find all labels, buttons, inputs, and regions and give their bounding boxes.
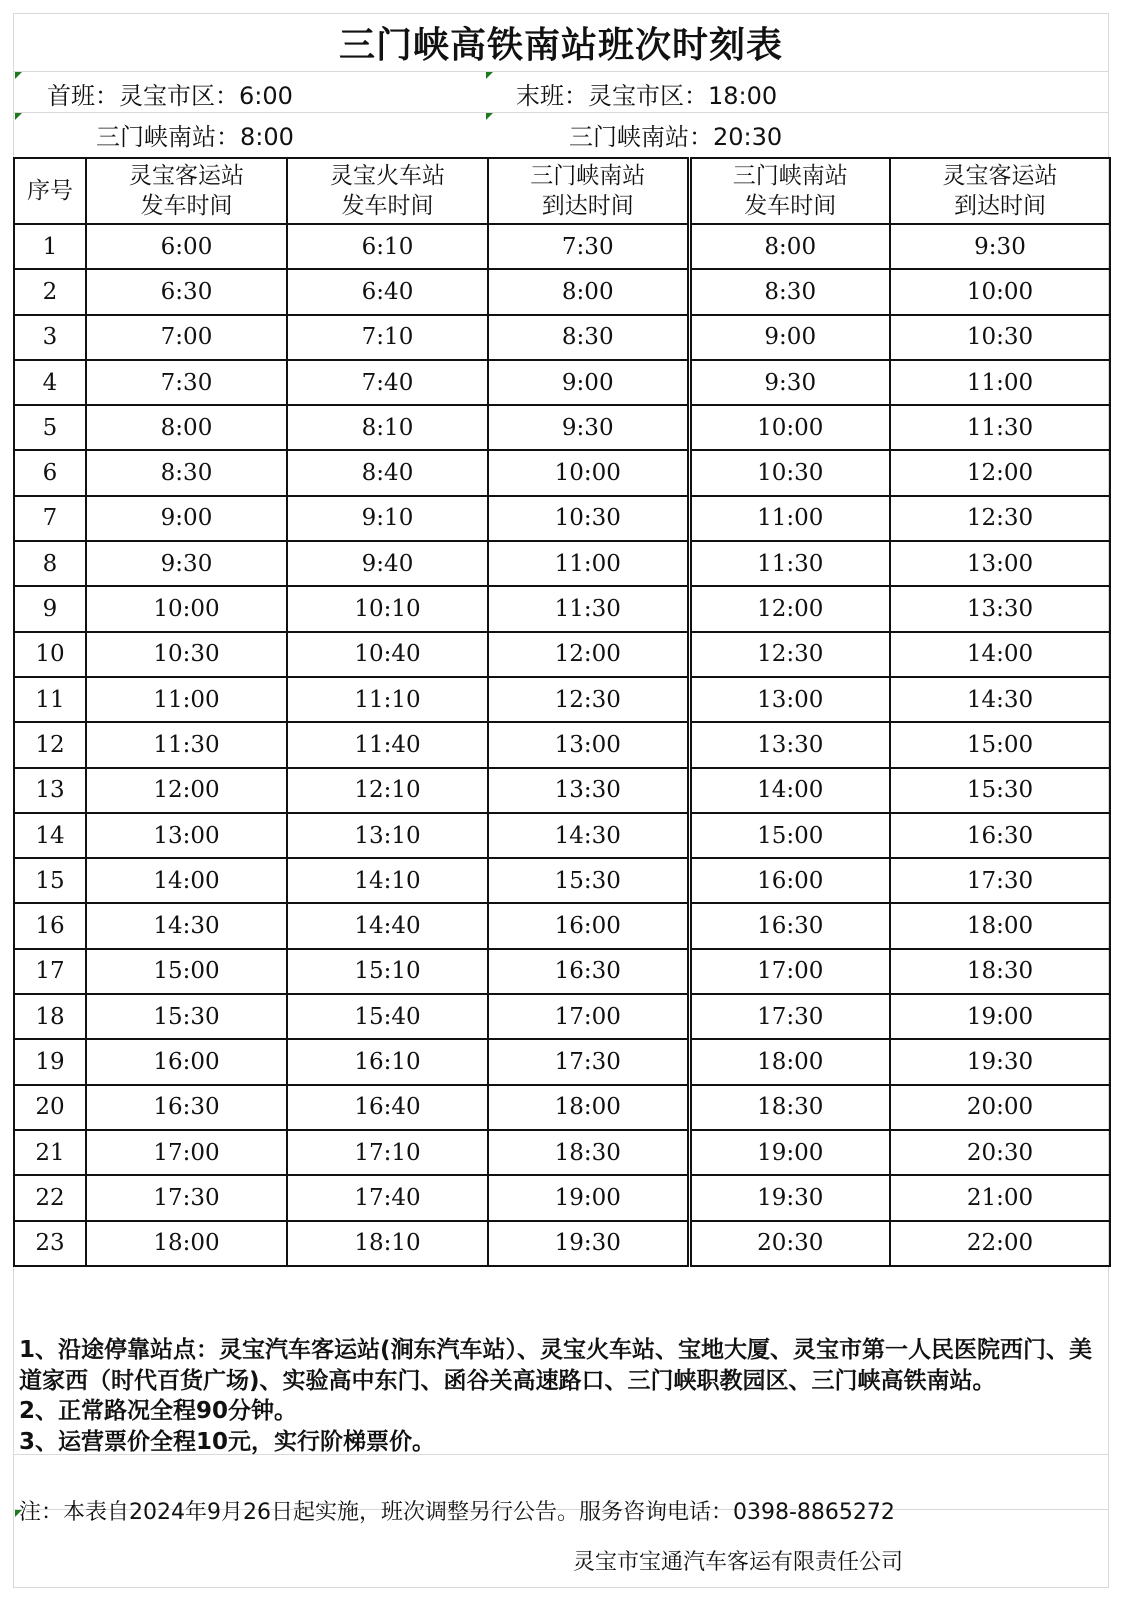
cell-marker-icon — [15, 113, 22, 120]
cell-index: 23 — [14, 1221, 86, 1266]
column-header-south-depart: 三门峡南站 发车时间 — [689, 158, 890, 224]
cell-south-depart: 15:00 — [689, 813, 890, 858]
cell-lingbao-arrive: 14:00 — [890, 632, 1110, 677]
cell-south-depart: 10:00 — [689, 405, 890, 450]
cell-lingbao-arrive: 16:30 — [890, 813, 1110, 858]
cell-south-arrive: 17:00 — [488, 994, 689, 1039]
cell-lingbao-arrive: 15:00 — [890, 722, 1110, 767]
cell-index: 13 — [14, 768, 86, 813]
cell-lingbao-depart: 16:00 — [86, 1039, 287, 1084]
cell-lingbao-depart: 18:00 — [86, 1221, 287, 1266]
cell-south-depart: 16:00 — [689, 858, 890, 903]
schedule-table — [13, 157, 1111, 1267]
cell-train-station-depart: 14:40 — [287, 903, 488, 948]
cell-train-station-depart: 8:10 — [287, 405, 488, 450]
gridline — [13, 1587, 1109, 1588]
cell-lingbao-arrive: 22:00 — [890, 1221, 1110, 1266]
cell-lingbao-depart: 13:00 — [86, 813, 287, 858]
table-header-row — [14, 158, 1110, 224]
cell-index: 9 — [14, 586, 86, 631]
page-title: 三门峡高铁南站班次时刻表 — [338, 24, 783, 66]
cell-lingbao-arrive: 11:30 — [890, 405, 1110, 450]
cell-lingbao-arrive: 18:30 — [890, 949, 1110, 994]
cell-lingbao-arrive: 12:00 — [890, 450, 1110, 495]
cell-south-arrive: 18:30 — [488, 1130, 689, 1175]
cell-lingbao-depart: 11:30 — [86, 722, 287, 767]
cell-marker-icon — [15, 72, 22, 79]
table-row — [14, 1130, 1110, 1175]
cell-south-depart: 10:30 — [689, 450, 890, 495]
cell-south-depart: 18:00 — [689, 1039, 890, 1084]
cell-south-arrive: 17:30 — [488, 1039, 689, 1084]
table-row — [14, 903, 1110, 948]
cell-south-arrive: 10:30 — [488, 496, 689, 541]
cell-train-station-depart: 12:10 — [287, 768, 488, 813]
gridline — [13, 71, 1109, 72]
cell-index: 18 — [14, 994, 86, 1039]
cell-south-depart: 9:00 — [689, 315, 890, 360]
cell-train-station-depart: 16:40 — [287, 1085, 488, 1130]
cell-lingbao-arrive: 15:30 — [890, 768, 1110, 813]
cell-lingbao-depart: 10:30 — [86, 632, 287, 677]
cell-south-depart: 11:30 — [689, 541, 890, 586]
table-row — [14, 632, 1110, 677]
cell-south-depart: 14:00 — [689, 768, 890, 813]
cell-south-arrive: 13:00 — [488, 722, 689, 767]
cell-lingbao-arrive: 10:00 — [890, 269, 1110, 314]
cell-south-arrive: 12:30 — [488, 677, 689, 722]
cell-south-arrive: 16:00 — [488, 903, 689, 948]
cell-train-station-depart: 7:10 — [287, 315, 488, 360]
table-row — [14, 1085, 1110, 1130]
schedule-body — [14, 224, 1110, 1266]
cell-south-arrive: 19:00 — [488, 1175, 689, 1220]
cell-south-arrive: 19:30 — [488, 1221, 689, 1266]
cell-index: 21 — [14, 1130, 86, 1175]
cell-index: 14 — [14, 813, 86, 858]
cell-train-station-depart: 14:10 — [287, 858, 488, 903]
cell-index: 4 — [14, 360, 86, 405]
cell-train-station-depart: 15:40 — [287, 994, 488, 1039]
cell-lingbao-arrive: 21:00 — [890, 1175, 1110, 1220]
cell-south-arrive: 13:30 — [488, 768, 689, 813]
cell-lingbao-arrive: 20:00 — [890, 1085, 1110, 1130]
cell-lingbao-depart: 9:30 — [86, 541, 287, 586]
cell-train-station-depart: 9:40 — [287, 541, 488, 586]
table-row — [14, 586, 1110, 631]
cell-south-depart: 18:30 — [689, 1085, 890, 1130]
cell-train-station-depart: 11:40 — [287, 722, 488, 767]
table-row — [14, 813, 1110, 858]
cell-south-arrive: 9:00 — [488, 360, 689, 405]
cell-south-depart: 19:30 — [689, 1175, 890, 1220]
table-row — [14, 1221, 1110, 1266]
cell-lingbao-depart: 11:00 — [86, 677, 287, 722]
cell-south-depart: 12:30 — [689, 632, 890, 677]
note-duration: 2、正常路况全程90分钟。 — [19, 1398, 298, 1424]
cell-lingbao-depart: 16:30 — [86, 1085, 287, 1130]
table-row — [14, 677, 1110, 722]
note-stops: 1、沿途停靠站点：灵宝汽车客运站(涧东汽车站）、灵宝火车站、宝地大厦、灵宝市第一人民医院西门、美道家西（时代百货广场)、实验高中东门、函谷关高速路口、三门峡职教园区、三门峡高铁南站。 — [19, 1337, 1093, 1394]
cell-lingbao-arrive: 13:00 — [890, 541, 1110, 586]
table-row — [14, 315, 1110, 360]
table-row — [14, 722, 1110, 767]
cell-lingbao-depart: 8:30 — [86, 450, 287, 495]
table-row — [14, 994, 1110, 1039]
table-row — [14, 360, 1110, 405]
cell-south-arrive: 14:30 — [488, 813, 689, 858]
cell-index: 20 — [14, 1085, 86, 1130]
cell-lingbao-depart: 15:30 — [86, 994, 287, 1039]
cell-train-station-depart: 16:10 — [287, 1039, 488, 1084]
cell-south-depart: 9:30 — [689, 360, 890, 405]
table-row — [14, 1175, 1110, 1220]
timetable-sheet — [13, 13, 1109, 1588]
table-row — [14, 1039, 1110, 1084]
cell-south-depart: 8:00 — [689, 224, 890, 269]
cell-index: 10 — [14, 632, 86, 677]
cell-lingbao-arrive: 11:00 — [890, 360, 1110, 405]
cell-lingbao-depart: 6:30 — [86, 269, 287, 314]
cell-train-station-depart: 17:10 — [287, 1130, 488, 1175]
table-row — [14, 224, 1110, 269]
cell-train-station-depart: 10:40 — [287, 632, 488, 677]
effective-date-note: 注：本表自2024年9月26日起实施，班次调整另行公告。服务咨询电话：0398-8865272 — [19, 1499, 895, 1525]
first-bus-info: 首班：灵宝市区：6:00 — [47, 81, 293, 110]
cell-index: 3 — [14, 315, 86, 360]
cell-lingbao-arrive: 12:30 — [890, 496, 1110, 541]
cell-lingbao-arrive: 19:00 — [890, 994, 1110, 1039]
cell-lingbao-arrive: 10:30 — [890, 315, 1110, 360]
cell-train-station-depart: 11:10 — [287, 677, 488, 722]
cell-south-arrive: 8:00 — [488, 269, 689, 314]
table-row — [14, 768, 1110, 813]
cell-lingbao-arrive: 9:30 — [890, 224, 1110, 269]
cell-marker-icon — [486, 113, 493, 120]
cell-south-arrive: 9:30 — [488, 405, 689, 450]
cell-lingbao-depart: 15:00 — [86, 949, 287, 994]
cell-south-depart: 13:00 — [689, 677, 890, 722]
column-header-lingbao-arrive: 灵宝客运站 到达时间 — [890, 158, 1110, 224]
cell-south-arrive: 11:30 — [488, 586, 689, 631]
cell-index: 2 — [14, 269, 86, 314]
cell-south-arrive: 16:30 — [488, 949, 689, 994]
cell-south-depart: 12:00 — [689, 586, 890, 631]
last-bus-south-station: 三门峡南站：20:30 — [569, 122, 783, 151]
cell-train-station-depart: 18:10 — [287, 1221, 488, 1266]
cell-index: 6 — [14, 450, 86, 495]
cell-south-depart: 17:00 — [689, 949, 890, 994]
cell-train-station-depart: 9:10 — [287, 496, 488, 541]
cell-lingbao-depart: 8:00 — [86, 405, 287, 450]
cell-index: 11 — [14, 677, 86, 722]
cell-south-arrive: 11:00 — [488, 541, 689, 586]
cell-south-depart: 11:00 — [689, 496, 890, 541]
cell-lingbao-depart: 14:30 — [86, 903, 287, 948]
cell-south-depart: 13:30 — [689, 722, 890, 767]
cell-south-arrive: 8:30 — [488, 315, 689, 360]
table-row — [14, 496, 1110, 541]
table-row — [14, 450, 1110, 495]
cell-lingbao-depart: 17:30 — [86, 1175, 287, 1220]
cell-index: 22 — [14, 1175, 86, 1220]
cell-south-depart: 19:00 — [689, 1130, 890, 1175]
table-row — [14, 858, 1110, 903]
cell-train-station-depart: 7:40 — [287, 360, 488, 405]
cell-index: 15 — [14, 858, 86, 903]
table-row — [14, 949, 1110, 994]
column-header-lingbao-depart: 灵宝客运站 发车时间 — [86, 158, 287, 224]
cell-marker-icon — [486, 72, 493, 79]
cell-index: 8 — [14, 541, 86, 586]
cell-index: 12 — [14, 722, 86, 767]
cell-south-depart: 8:30 — [689, 269, 890, 314]
cell-lingbao-arrive: 18:00 — [890, 903, 1110, 948]
cell-south-arrive: 12:00 — [488, 632, 689, 677]
cell-south-arrive: 18:00 — [488, 1085, 689, 1130]
cell-south-depart: 16:30 — [689, 903, 890, 948]
notes-section — [19, 1335, 1103, 1457]
cell-south-depart: 20:30 — [689, 1221, 890, 1266]
column-header-index: 序号 — [14, 158, 86, 224]
cell-lingbao-depart: 7:30 — [86, 360, 287, 405]
cell-south-arrive: 15:30 — [488, 858, 689, 903]
cell-index: 7 — [14, 496, 86, 541]
first-bus-south-station: 三门峡南站：8:00 — [96, 122, 294, 151]
cell-index: 5 — [14, 405, 86, 450]
cell-train-station-depart: 8:40 — [287, 450, 488, 495]
cell-train-station-depart: 13:10 — [287, 813, 488, 858]
cell-lingbao-depart: 10:00 — [86, 586, 287, 631]
cell-index: 19 — [14, 1039, 86, 1084]
table-row — [14, 269, 1110, 314]
cell-train-station-depart: 6:10 — [287, 224, 488, 269]
cell-lingbao-depart: 12:00 — [86, 768, 287, 813]
company-name: 灵宝市宝通汽车客运有限责任公司 — [573, 1549, 904, 1575]
cell-train-station-depart: 6:40 — [287, 269, 488, 314]
cell-lingbao-arrive: 19:30 — [890, 1039, 1110, 1084]
column-header-train-station-depart: 灵宝火车站 发车时间 — [287, 158, 488, 224]
cell-lingbao-arrive: 20:30 — [890, 1130, 1110, 1175]
last-bus-info: 末班：灵宝市区：18:00 — [516, 81, 778, 110]
table-row — [14, 405, 1110, 450]
cell-lingbao-depart: 7:00 — [86, 315, 287, 360]
cell-train-station-depart: 17:40 — [287, 1175, 488, 1220]
cell-index: 17 — [14, 949, 86, 994]
table-row — [14, 541, 1110, 586]
cell-lingbao-depart: 9:00 — [86, 496, 287, 541]
cell-south-depart: 17:30 — [689, 994, 890, 1039]
cell-lingbao-arrive: 14:30 — [890, 677, 1110, 722]
cell-lingbao-arrive: 17:30 — [890, 858, 1110, 903]
cell-lingbao-depart: 6:00 — [86, 224, 287, 269]
cell-train-station-depart: 10:10 — [287, 586, 488, 631]
cell-south-arrive: 7:30 — [488, 224, 689, 269]
cell-lingbao-arrive: 13:30 — [890, 586, 1110, 631]
cell-train-station-depart: 15:10 — [287, 949, 488, 994]
cell-south-arrive: 10:00 — [488, 450, 689, 495]
note-fare: 3、运营票价全程10元，实行阶梯票价。 — [19, 1428, 436, 1455]
cell-index: 1 — [14, 224, 86, 269]
cell-lingbao-depart: 17:00 — [86, 1130, 287, 1175]
column-header-south-arrive: 三门峡南站 到达时间 — [488, 158, 689, 224]
cell-lingbao-depart: 14:00 — [86, 858, 287, 903]
cell-index: 16 — [14, 903, 86, 948]
